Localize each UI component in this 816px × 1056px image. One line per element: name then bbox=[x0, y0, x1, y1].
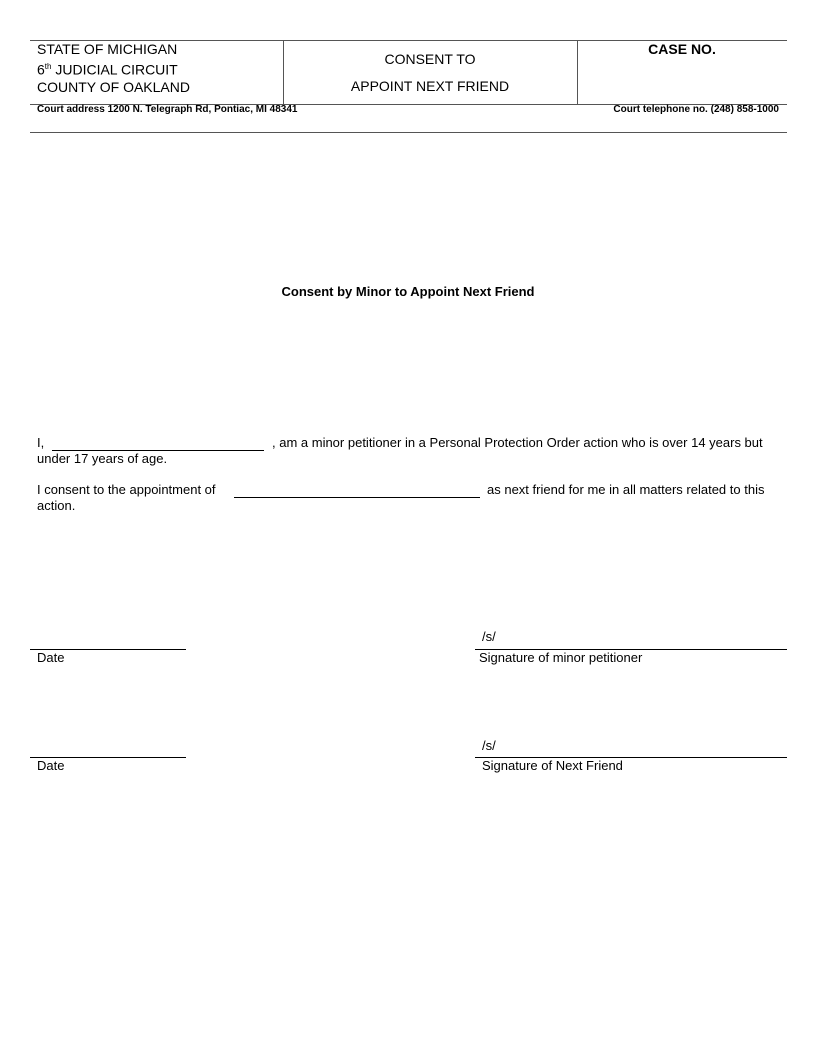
para2-suffix: as next friend for me in all matters related to this bbox=[487, 482, 765, 497]
next-friend-name-field[interactable] bbox=[234, 497, 480, 498]
header-divider-left bbox=[283, 40, 284, 104]
document-heading: Consent by Minor to Appoint Next Friend bbox=[281, 284, 535, 299]
circuit-label: JUDICIAL CIRCUIT bbox=[51, 61, 178, 78]
circuit-suffix: th bbox=[44, 62, 52, 71]
court-address: Court address 1200 N. Telegraph Rd, Pontiac, MI 48341 bbox=[37, 104, 298, 115]
para1-suffix: , am a minor petitioner in a Personal Protection Order action who is over 14 years but bbox=[272, 435, 763, 450]
para2-prefix: I consent to the appointment of bbox=[37, 482, 216, 497]
court-identity bbox=[37, 41, 190, 96]
para1-prefix: I, bbox=[37, 435, 45, 450]
signature-label-1: Signature of minor petitioner bbox=[479, 650, 643, 665]
state-name: STATE OF MICHIGAN bbox=[37, 41, 178, 57]
case-number-label: CASE NO. bbox=[648, 41, 716, 57]
para2-line2: action. bbox=[37, 498, 76, 513]
court-telephone: Court telephone no. (248) 858-1000 bbox=[613, 104, 779, 115]
circuit-number: 6 bbox=[37, 61, 45, 78]
signature-label-2: Signature of Next Friend bbox=[482, 758, 623, 773]
signed-mark-2: /s/ bbox=[482, 738, 496, 753]
date-label-1: Date bbox=[37, 650, 65, 665]
signed-mark-1: /s/ bbox=[482, 629, 496, 644]
para1-line2: under 17 years of age. bbox=[37, 451, 168, 466]
judicial-circuit bbox=[37, 58, 190, 79]
date-label-2: Date bbox=[37, 758, 65, 773]
court-info-rule bbox=[30, 132, 787, 133]
form-title-line-1: CONSENT TO bbox=[384, 51, 476, 67]
form-title-line-2: APPOINT NEXT FRIEND bbox=[350, 78, 510, 94]
county-name: COUNTY OF OAKLAND bbox=[37, 78, 190, 95]
